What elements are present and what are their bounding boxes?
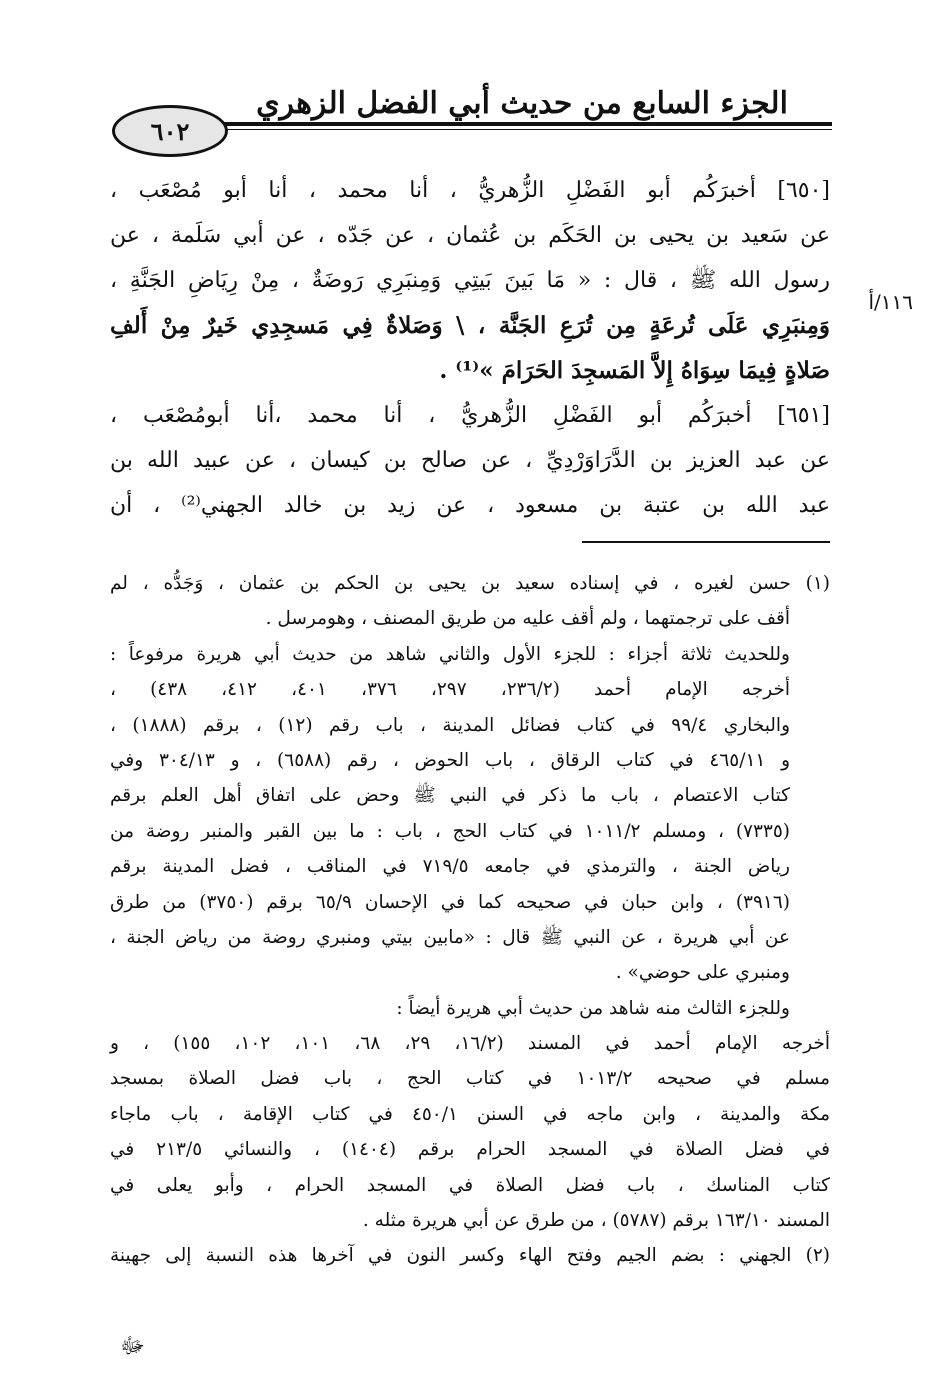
main-line: صَلاةٍ فِيمَا سِوَاهُ إِلاَّ المَسجِدَ الحَرَامَ »⁽¹⁾ . bbox=[439, 357, 830, 384]
footnote-line: (١) حسن لغيره ، في إسناده سعيد بن يحيى بن الحكم بن عثمان ، وَجَدُّه ، لم bbox=[110, 573, 830, 594]
main-line: [٦٥١] أخبرَكُم أبو الفَضْلِ الزُّهريُّ ، أنا محمد ،أنا أبومُصْعَب ، bbox=[110, 403, 830, 428]
footnote-line: (٢) الجهني : بضم الجيم وفتح الهاء وكسر النون في آخرها هذه النسبة إلى جهينة bbox=[110, 1245, 830, 1267]
footnote-line: عن أبي هريرة ، عن النبي ﷺ قال : «مابين بيتي ومنبري روضة من رياض الجنة ، bbox=[110, 926, 790, 948]
footnote-line: المسند ١٦٣/١٠ برقم (٥٧٨٧) ، من طرق عن أبي هريرة مثله . bbox=[362, 1210, 830, 1232]
footnote-line: و ٤٦٥/١١ في كتاب الرقاق ، باب الحوض ، رقم (٦٥٨٨) ، و ٣٠٤/١٣ وفي bbox=[110, 749, 791, 771]
footnote-line: رياض الجنة ، والترمذي في جامعه ٧١٩/٥ في المناقب ، فضل المدينة برقم bbox=[110, 856, 790, 878]
main-line: رسول الله ﷺ ، قال : « مَا بَينَ بَيتِي وَمِنبَرِي رَوضَةٌ ، مِنْ رِيَاضِ الجَنَّةِ ، bbox=[110, 268, 830, 293]
manuscript-folio-note: ١١٦/أ bbox=[868, 290, 913, 314]
footnote-line: مكة والمدينة ، وابن ماجه في السنن ٤٥٠/١ في كتاب الإقامة ، باب ماجاء bbox=[110, 1103, 830, 1125]
footnote-line: كتاب المناسك ، باب فضل الصلاة في المسجد الحرام ، وأبو يعلى في bbox=[110, 1174, 830, 1196]
footnote-line: وللجزء الثالث منه شاهد من حديث أبي هريرة أيضاً : bbox=[396, 997, 790, 1019]
footnote-line: (٣٩١٦) ، وابن حبان في صحيحه كما في الإحسان ٦٥/٩ برقم (٣٧٥٠) من طرق bbox=[110, 891, 791, 913]
header-rule-thin bbox=[195, 129, 832, 130]
footnote-line: كتاب الاعتصام ، باب ما ذكر في النبي ﷺ وحض على اتفاق أهل العلم برقم bbox=[110, 785, 790, 807]
header-rule-thick bbox=[195, 122, 832, 126]
footnote-line: في فضل الصلاة في المسجد الحرام برقم (١٤٠٤) ، والنسائي ٢١٣/٥ في bbox=[110, 1139, 830, 1161]
main-line: عن عبد العزيز بن الدَّرَاوَرْدِيِّ ، عن صالح بن كيسان ، عن عبيد الله بن bbox=[110, 448, 830, 473]
footnote-separator bbox=[582, 541, 830, 543]
page-number: ٦٠٢ bbox=[150, 116, 190, 146]
footnote-line: أخرجه الإمام أحمد (٢٣٦/٢، ٢٩٧، ٣٧٦، ٤٠١، ٤١٢، ٤٣٨) ، bbox=[110, 679, 791, 701]
footnote-line: وللحديث ثلاثة أجزاء : للجزء الأول والثاني شاهد من حديث أبي هريرة مرفوعاً : bbox=[110, 643, 790, 665]
footnote-line: مسلم في صحيحه ١٠١٣/٢ في كتاب الحج ، باب فضل الصلاة بمسجد bbox=[110, 1068, 830, 1090]
footnote-line: ومنبري على حوضي» . bbox=[615, 962, 790, 984]
catchword-mark: ﷻ bbox=[120, 1334, 145, 1359]
main-line: عن سَعيد بن يحيى بن الحَكَم بن عُثمان ، عن جَدّه ، عن أبي سَلَمة ، عن bbox=[110, 223, 830, 248]
footnote-line: أقف على ترجمتهما ، ولم أقف عليه من طريق المصنف ، وهومرسل . bbox=[265, 608, 790, 630]
footnote-line: أخرجه الإمام أحمد في المسند (١٦/٢، ٢٩، ٦٨، ١٠١، ١٠٢، ١٥٥) ، و bbox=[110, 1033, 830, 1055]
main-line: وَمِنبَرِي عَلَى تُرعَةٍ مِن تُرَعِ الجَنَّة ، \ وَصَلاةٌ فِي مَسجِدِي خَيرٌ مِنْ أَلفِ bbox=[110, 312, 830, 339]
page-number-badge bbox=[112, 105, 228, 157]
main-line: [٦٥٠] أخبرَكُم أبو الفَضْلِ الزُّهريُّ ، أنا محمد ، أنا أبو مُصْعَب ، bbox=[110, 178, 830, 203]
main-text bbox=[110, 168, 830, 528]
footnote-line: والبخاري ٩٩/٤ في كتاب فضائل المدينة ، باب رقم (١٢) ، برقم (١٨٨٨) ، bbox=[110, 714, 790, 736]
running-header-title: الجزء السابع من حديث أبي الفضل الزهري bbox=[256, 86, 788, 121]
main-line: عبد الله بن عتبة بن مسعود ، عن زيد بن خالد الجهني⁽²⁾ ، أن bbox=[110, 493, 830, 518]
footnote-line: (٧٣٣٥) ، ومسلم ١٠١١/٢ في كتاب الحج ، باب : ما بين القبر والمنبر روضة من bbox=[110, 820, 791, 842]
footnotes bbox=[110, 566, 830, 1274]
